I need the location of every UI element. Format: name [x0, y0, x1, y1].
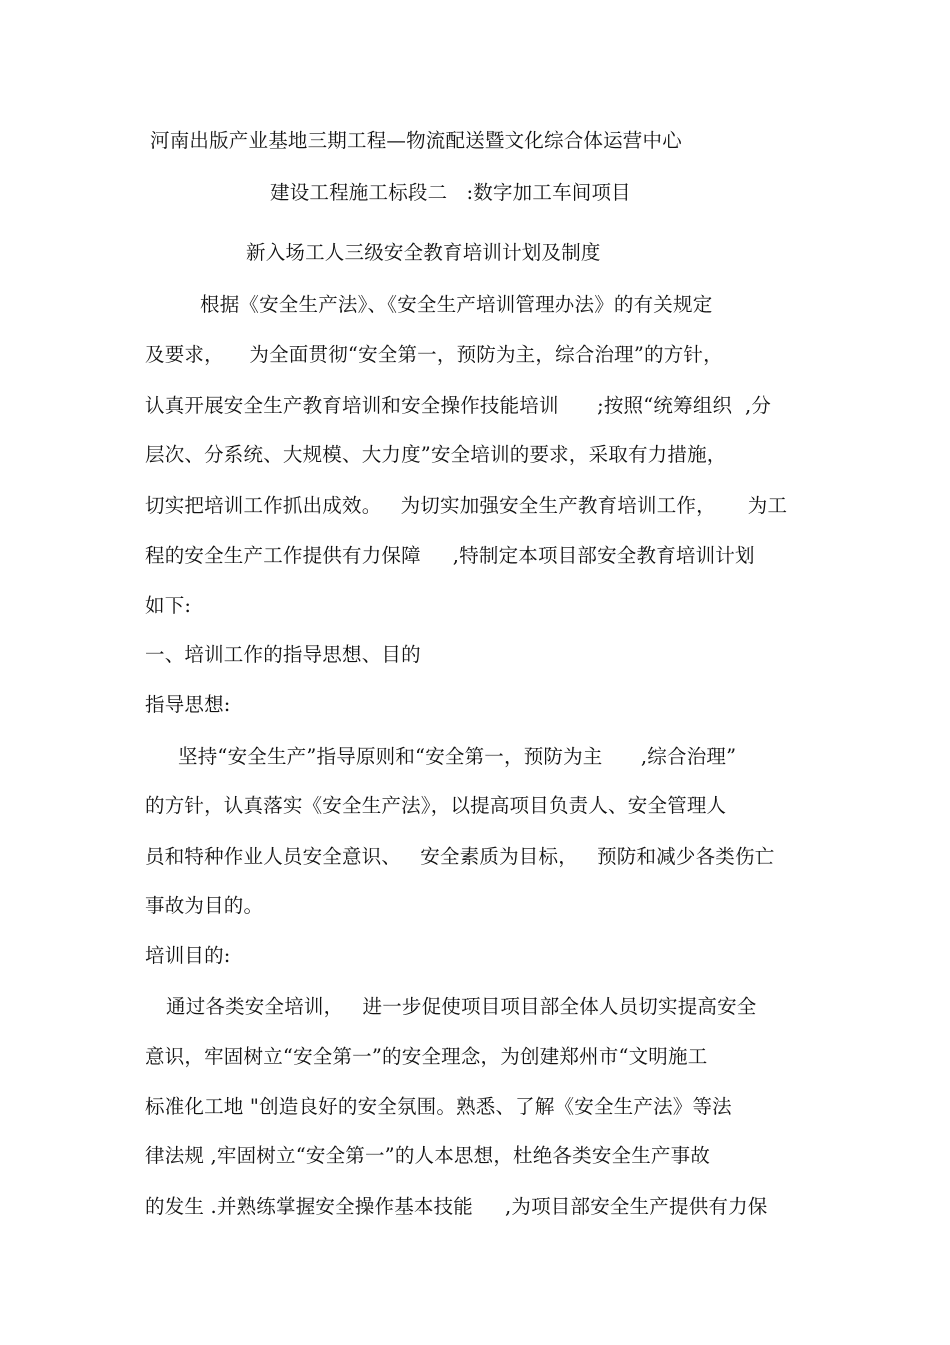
guiding-line: 员和特种作业人员安全意识、 安全素质为目标， 预防和减少各类伤亡	[145, 845, 775, 868]
intro-line: 根据《安全生产法》、《安全生产培训管理办法》的有关规定	[200, 293, 713, 316]
title-line-1: 河南出版产业基地三期工程—物流配送暨文化综合体运营中心	[150, 129, 682, 152]
guiding-line: 事故为目的。	[145, 894, 264, 917]
document-subtitle: 新入场工人三级安全教育培训计划及制度	[246, 241, 601, 264]
guiding-line: 的方针，认真落实《安全生产法》，以提高项目负责人、安全管理人	[145, 794, 727, 817]
intro-line: 及要求， 为全面贯彻“安全第一，预防为主，综合治理”的方针，	[145, 343, 723, 366]
purpose-line: 的发生 .并熟练掌握安全操作基本技能 ,为项目部安全生产提供有力保	[145, 1195, 768, 1218]
intro-line: 切实把培训工作抓出成效。 为切实加强安全生产教育培训工作， 为工	[145, 494, 788, 517]
section-heading: 一、培训工作的指导思想、目的	[145, 643, 421, 666]
intro-line: 如下:	[145, 594, 192, 617]
intro-line: 层次、分系统、大规模、大力度”安全培训的要求，采取有力措施，	[145, 443, 727, 466]
purpose-line: 标准化工地 "创造良好的安全氛围。熟悉、了解《安全生产法》等法	[145, 1095, 732, 1118]
purpose-line: 通过各类安全培训， 进一步促使项目项目部全体人员切实提高安全	[166, 995, 757, 1018]
intro-line: 认真开展安全生产教育培训和安全操作技能培训 ;按照“统筹组织 ,分	[145, 394, 772, 417]
purpose-line: 律法规 ,牢固树立“安全第一”的人本思想，杜绝各类安全生产事故	[145, 1144, 711, 1167]
guiding-label: 指导思想:	[145, 693, 231, 716]
purpose-line: 意识，牢固树立“安全第一”的安全理念，为创建郑州市“文明施工	[145, 1045, 708, 1068]
title-line-2: 建设工程施工标段二 :数字加工车间项目	[270, 181, 631, 204]
purpose-label: 培训目的:	[145, 944, 231, 967]
guiding-line: 坚持“安全生产”指导原则和“安全第一，预防为主 ,综合治理”	[178, 745, 737, 768]
intro-line: 程的安全生产工作提供有力保障 ,特制定本项目部安全教育培训计划	[145, 544, 755, 567]
